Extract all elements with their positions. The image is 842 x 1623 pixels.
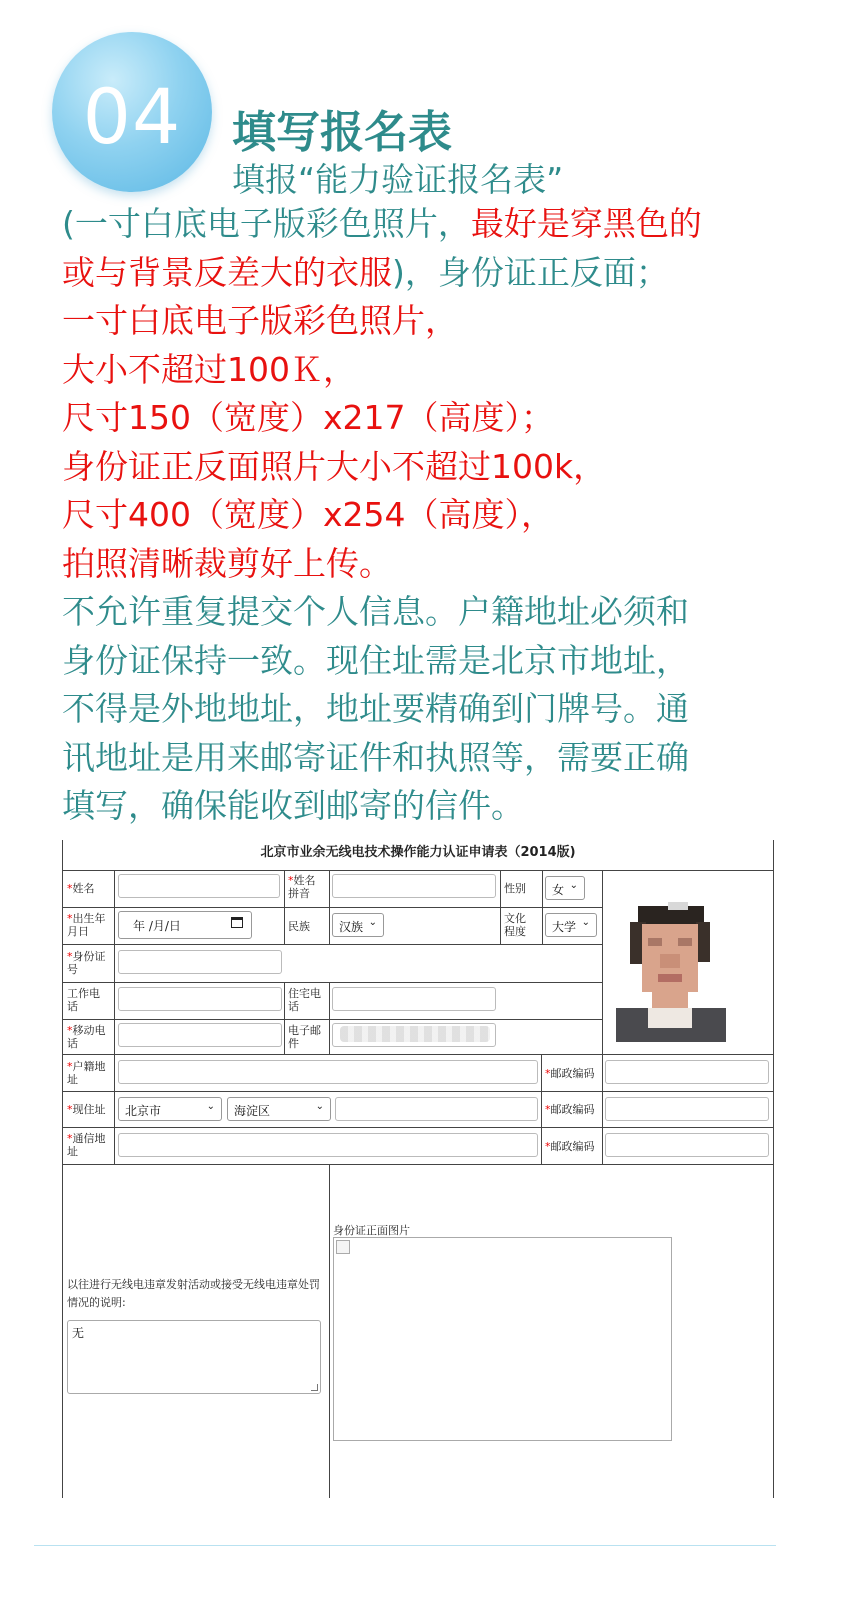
instruction-line: 尺寸400（宽度）x254（高度）， [62,495,555,534]
education-select[interactable]: 大学 ⌄ [545,913,597,937]
name-input[interactable] [118,874,280,898]
step-subtitle: 填报“能力验证报名表” [232,160,564,199]
gender-label: 性别 [504,882,526,895]
blurred-email-value [340,1026,490,1042]
ethnicity-select[interactable]: 汉族 ⌄ [332,913,384,937]
table-border [541,1054,542,1164]
table-border [602,870,603,1164]
table-border [62,840,63,1498]
table-border [62,944,602,945]
instruction-line: 不得是外地地址，地址要精确到门牌号。通 [62,689,689,728]
instruction-line: 拍照清晰裁剪好上传。 [62,543,392,583]
chevron-down-icon: ⌄ [206,1101,215,1112]
work-phone-label: 工作电 话 [67,987,100,1013]
home-phone-label: 住宅电 话 [288,987,321,1013]
table-border [62,1127,774,1128]
table-border [329,1164,330,1498]
divider [34,1545,776,1546]
table-border [329,870,330,945]
district-select[interactable]: 海淀区 ⌄ [227,1097,331,1121]
chevron-down-icon: ⌄ [569,880,578,891]
instruction-line: 身份证保持一致。现住址需是北京市地址， [62,640,689,680]
table-border [542,870,543,945]
step-number: 04 [82,72,182,161]
table-border [773,840,774,1498]
application-form [62,840,774,1498]
ethnicity-label: 民族 [288,920,310,933]
instruction-line: 身份证正反面照片大小不超过100k， [62,446,607,486]
table-border [62,982,602,983]
table-border [62,1054,774,1055]
instructions [62,200,792,831]
hukou-postcode-input[interactable] [605,1060,769,1084]
chevron-down-icon: ⌄ [315,1101,324,1112]
current-postcode-input[interactable] [605,1097,769,1121]
table-border [62,870,774,871]
table-border [62,907,602,908]
instruction-line: 或与背景反差大的衣服)，身份证正反面； [62,252,669,292]
mobile-label: *移动电 话 [67,1024,106,1050]
id-front-label: 身份证正面图片 [333,1224,410,1237]
form-title: 北京市业余无线电技术操作能力认证申请表（2014版) [260,845,576,860]
violation-note-label: 以往进行无线电违章发射活动或接受无线电违章处罚情况的说明: [67,1278,320,1309]
education-label: 文化 程度 [504,912,526,938]
name-pinyin-label: *姓名 拼音 [288,874,316,900]
postcode-label: *邮政编码 [545,1140,595,1153]
current-address-label: *现住址 [67,1103,106,1116]
table-border [62,1019,602,1020]
table-border [500,870,501,945]
table-border [284,870,285,945]
postcode-label: *邮政编码 [545,1067,595,1080]
violation-note-textarea[interactable]: 无 [67,1320,321,1394]
step-badge [52,32,212,192]
hukou-address-label: *户籍地 址 [67,1060,106,1086]
table-border [114,870,115,1164]
resize-handle-icon[interactable] [311,1384,318,1391]
instruction-line: 尺寸150（宽度）x217（高度）； [62,398,555,437]
current-address-input[interactable] [335,1097,538,1121]
mobile-input[interactable] [118,1023,282,1047]
instruction-line: 一寸白底电子版彩色照片， [62,301,458,340]
instruction-line: 填写，确保能收到邮寄的信件。 [62,786,524,825]
postcode-label: *邮政编码 [545,1103,595,1116]
id-front-image [333,1237,672,1441]
instruction-line: (一寸白底电子版彩色照片，最好是穿黑色的 [62,204,702,243]
chevron-down-icon: ⌄ [581,917,590,928]
mail-address-label: *通信地 址 [67,1132,106,1158]
name-pinyin-input[interactable] [332,874,496,898]
birth-date-input[interactable]: 年 /月/日 [118,911,252,939]
mail-postcode-input[interactable] [605,1133,769,1157]
instruction-line: 大小不超过100Ｋ， [62,349,356,389]
email-label: 电子邮 件 [288,1024,321,1050]
applicant-photo [608,902,734,1042]
instruction-line: 讯地址是用来邮寄证件和执照等，需要正确 [62,737,689,777]
table-border [329,982,330,1055]
gender-select[interactable]: 女 ⌄ [545,876,585,900]
city-select[interactable]: 北京市 ⌄ [118,1097,222,1121]
calendar-icon[interactable] [231,917,243,928]
table-border [284,982,285,1055]
work-phone-input[interactable] [118,987,282,1011]
birth-label: *出生年 月日 [67,912,106,938]
broken-image-icon [336,1240,350,1254]
id-number-label: *身份证 号 [67,950,106,976]
table-border [62,1091,774,1092]
chevron-down-icon: ⌄ [368,917,377,928]
mail-address-input[interactable] [118,1133,538,1157]
hukou-address-input[interactable] [118,1060,538,1084]
step-title: 填写报名表 [232,107,452,158]
name-label: *姓名 [67,882,95,895]
instruction-line: 不允许重复提交个人信息。户籍地址必须和 [62,592,689,631]
home-phone-input[interactable] [332,987,496,1011]
id-number-input[interactable] [118,950,282,974]
table-border [62,1164,774,1165]
